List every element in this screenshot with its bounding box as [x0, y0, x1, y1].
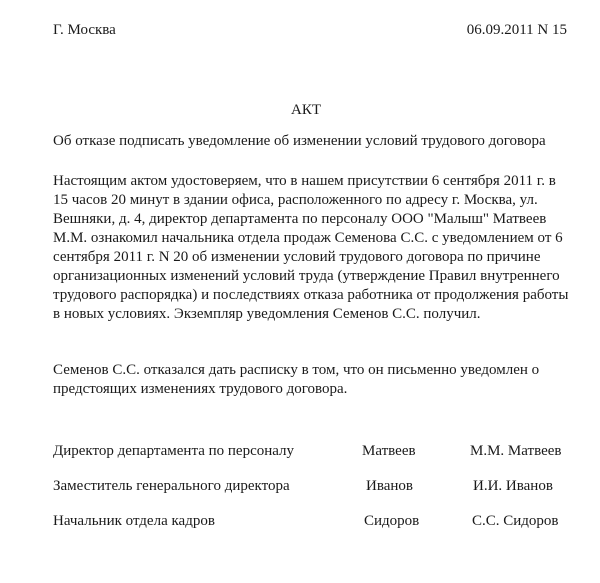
paragraph-main [53, 172, 568, 324]
city-label: Г. Москва [53, 22, 116, 38]
document-subject: Об отказе подписать уведомление об изменении условий трудового договора [53, 133, 546, 149]
signer-name: С.С. Сидоров [472, 513, 559, 529]
signature-row [0, 478, 600, 498]
signer-signature: Сидоров [364, 513, 420, 529]
paragraph-line: предстоящих изменениях трудового договора. [53, 381, 348, 397]
signature-row [0, 443, 600, 463]
paragraph-line: сентября 2011 г. N 20 об изменении условий трудового договора по причине [53, 249, 541, 265]
paragraph-line: 15 часов 20 минут в здании офиса, расположенного по адресу г. Москва, ул. [53, 192, 538, 208]
signer-position: Начальник отдела кадров [53, 513, 215, 529]
signer-position: Директор департамента по персоналу [53, 443, 295, 459]
signer-position: Заместитель генерального директора [53, 478, 290, 494]
signature-row [0, 513, 600, 533]
paragraph-line: организационных изменений условий труда (утверждение Правил внутреннего [53, 268, 560, 284]
paragraph-line: Настоящим актом удостоверяем, что в нашем присутствии 6 сентября 2011 г. в [53, 173, 556, 189]
signer-name: И.И. Иванов [473, 478, 553, 494]
paragraph-line: М.М. ознакомил начальника отдела продаж Семенова С.С. с уведомлением от 6 [53, 230, 563, 246]
paragraph-refusal [53, 361, 539, 399]
signer-signature: Матвеев [362, 443, 416, 459]
paragraph-line: Вешняки, д. 4, директор департамента по персоналу ООО "Малыш" Матвеев [53, 211, 547, 227]
date-number-label: 06.09.2011 N 15 [466, 22, 567, 38]
signer-signature: Иванов [366, 478, 413, 494]
paragraph-line: трудового распорядка) и последствиях отказа работника от продолжения работы [53, 287, 569, 303]
paragraph-line: в новых условиях. Экземпляр уведомления Семенов С.С. получил. [53, 306, 481, 322]
document-title: АКТ [291, 102, 321, 118]
signer-name: М.М. Матвеев [470, 443, 562, 459]
paragraph-line: Семенов С.С. отказался дать расписку в том, что он письменно уведомлен о [53, 362, 540, 378]
